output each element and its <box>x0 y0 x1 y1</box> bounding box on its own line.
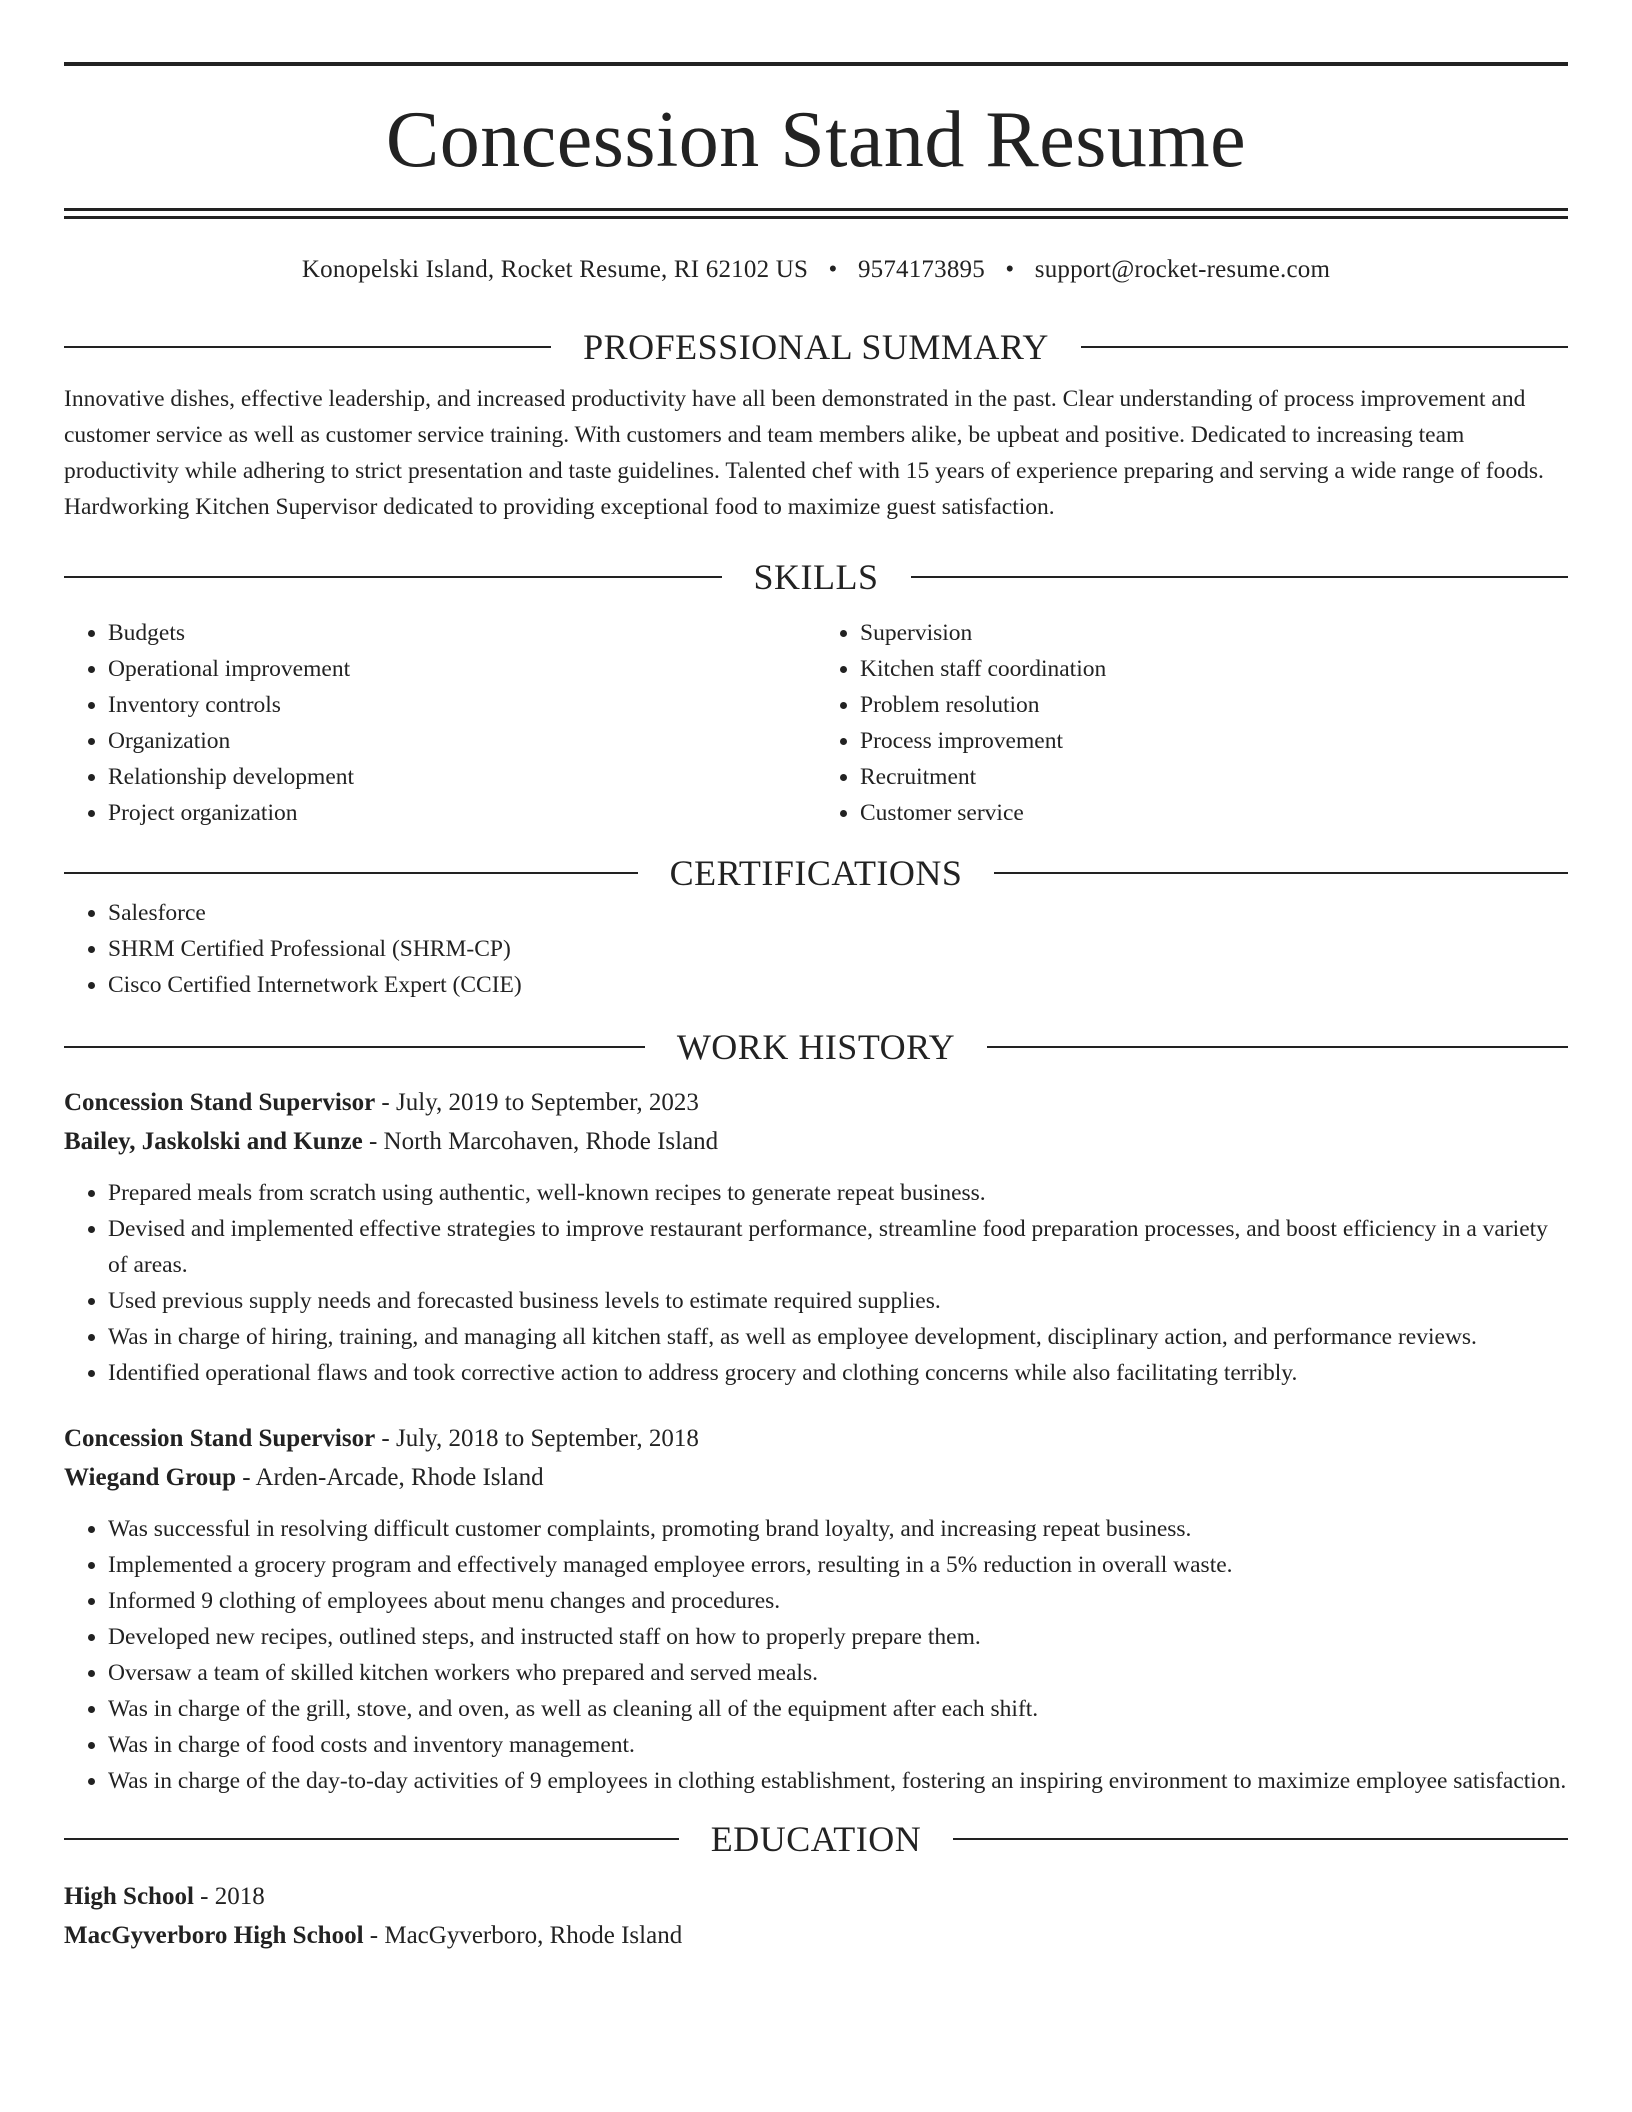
job-duties-list <box>64 1175 1568 1391</box>
job-company: Wiegand Group <box>64 1464 237 1491</box>
contact-separator: • <box>1005 256 1015 283</box>
list-item: • Prepared meals from scratch using authentic, well-known recipes to generate repeat business. <box>108 1175 1568 1211</box>
education-school: MacGyverboro High School <box>64 1922 364 1949</box>
job-title: Concession Stand Supervisor <box>64 1089 376 1116</box>
list-item: • Inventory controls <box>108 687 816 723</box>
contact-address: Konopelski Island, Rocket Resume, RI 62102 US <box>301 256 809 283</box>
skills-heading: SKILLS <box>753 557 879 597</box>
certifications-heading: CERTIFICATIONS <box>669 853 963 893</box>
summary-text: Innovative dishes, effective leadership, and increased productivity have all been demonstrated in the past. Clear understanding of process improvement and customer service as well as customer service training. With customers and team members alike, be upbeat and positive. Dedicated to increasing team productivity while adhering to strict presentation and taste guidelines. Talented chef with 15 years of experience preparing and serving a wide range of foods. Hardworking Kitchen Supervisor dedicated to providing exceptional food to maximize guest satisfaction. <box>64 386 1544 520</box>
section-heading-summary <box>64 325 1568 369</box>
list-item: • Supervision <box>860 615 1568 651</box>
skills-right-column <box>816 615 1568 831</box>
certifications-list <box>64 895 1568 1003</box>
summary-heading: PROFESSIONAL SUMMARY <box>583 327 1049 367</box>
job-entry <box>64 1083 1568 1391</box>
list-item: • Devised and implemented effective strategies to improve restaurant performance, streamline food preparation processes, and boost efficiency in a variety of areas. <box>108 1211 1568 1283</box>
list-item: • SHRM Certified Professional (SHRM-CP) <box>108 931 1568 967</box>
section-heading-skills <box>64 555 1568 599</box>
job-company-line <box>64 1458 1568 1497</box>
education-location: - MacGyverboro, Rhode Island <box>363 1922 683 1949</box>
job-title-line <box>64 1419 1568 1458</box>
list-item: • Was in charge of hiring, training, and managing all kitchen staff, as well as employee development, disciplinary action, and performance reviews. <box>108 1319 1568 1355</box>
skills-list <box>64 615 1568 831</box>
job-location: - North Marcohaven, Rhode Island <box>362 1128 719 1155</box>
section-heading-work-history <box>64 1025 1568 1069</box>
list-item: • Was in charge of the grill, stove, and oven, as well as cleaning all of the equipment after each shift. <box>108 1691 1568 1727</box>
job-title: Concession Stand Supervisor <box>64 1425 376 1452</box>
list-item: • Operational improvement <box>108 651 816 687</box>
list-item: • Used previous supply needs and forecasted business levels to estimate required supplies. <box>108 1283 1568 1319</box>
education-year: - 2018 <box>193 1883 265 1910</box>
list-item: • Implemented a grocery program and effectively managed employee errors, resulting in a 5% reduction in overall waste. <box>108 1547 1568 1583</box>
list-item: • Cisco Certified Internetwork Expert (CCIE) <box>108 967 1568 1003</box>
work-history-heading: WORK HISTORY <box>676 1027 956 1067</box>
education-degree-line <box>64 1877 1568 1916</box>
list-item: • Oversaw a team of skilled kitchen workers who prepared and served meals. <box>108 1655 1568 1691</box>
contact-phone: 9574173895 <box>857 256 985 283</box>
list-item: • Informed 9 clothing of employees about menu changes and procedures. <box>108 1583 1568 1619</box>
section-heading-certifications <box>64 851 1568 895</box>
job-dates: - July, 2018 to September, 2018 <box>375 1425 699 1452</box>
contact-separator: • <box>828 256 838 283</box>
job-title-line <box>64 1083 1568 1122</box>
skills-left-column <box>64 615 816 831</box>
education-entry <box>64 1877 1568 1955</box>
education-school-line <box>64 1916 1568 1955</box>
job-company-line <box>64 1122 1568 1161</box>
list-item: • Customer service <box>860 795 1568 831</box>
job-dates: - July, 2019 to September, 2023 <box>375 1089 699 1116</box>
list-item: • Organization <box>108 723 816 759</box>
job-company: Bailey, Jaskolski and Kunze <box>64 1128 363 1155</box>
double-rule <box>64 208 1568 219</box>
resume-title: Concession Stand Resume <box>385 96 1247 184</box>
list-item: • Developed new recipes, outlined steps, and instructed staff on how to properly prepare them. <box>108 1619 1568 1655</box>
list-item: • Budgets <box>108 615 816 651</box>
list-item: • Was in charge of food costs and inventory management. <box>108 1727 1568 1763</box>
job-entry <box>64 1419 1568 1799</box>
list-item: • Was in charge of the day-to-day activities of 9 employees in clothing establishment, fostering an inspiring environment to maximize employee satisfaction. <box>108 1763 1568 1799</box>
top-rule <box>64 62 1568 66</box>
contact-email: support@rocket-resume.com <box>1034 256 1331 283</box>
list-item: • Kitchen staff coordination <box>860 651 1568 687</box>
job-location: - Arden-Arcade, Rhode Island <box>236 1464 544 1491</box>
job-duties-list <box>64 1511 1568 1799</box>
list-item: • Was successful in resolving difficult customer complaints, promoting brand loyalty, and increasing repeat business. <box>108 1511 1568 1547</box>
list-item: • Recruitment <box>860 759 1568 795</box>
list-item: • Problem resolution <box>860 687 1568 723</box>
list-item: • Relationship development <box>108 759 816 795</box>
list-item: • Salesforce <box>108 895 1568 931</box>
list-item: • Project organization <box>108 795 816 831</box>
contact-line <box>64 257 1568 287</box>
education-heading: EDUCATION <box>710 1819 922 1859</box>
list-item: • Identified operational flaws and took corrective action to address grocery and clothing concerns while also facilitating terribly. <box>108 1355 1568 1391</box>
section-heading-education <box>64 1817 1568 1861</box>
education-degree: High School <box>64 1883 194 1910</box>
list-item: • Process improvement <box>860 723 1568 759</box>
